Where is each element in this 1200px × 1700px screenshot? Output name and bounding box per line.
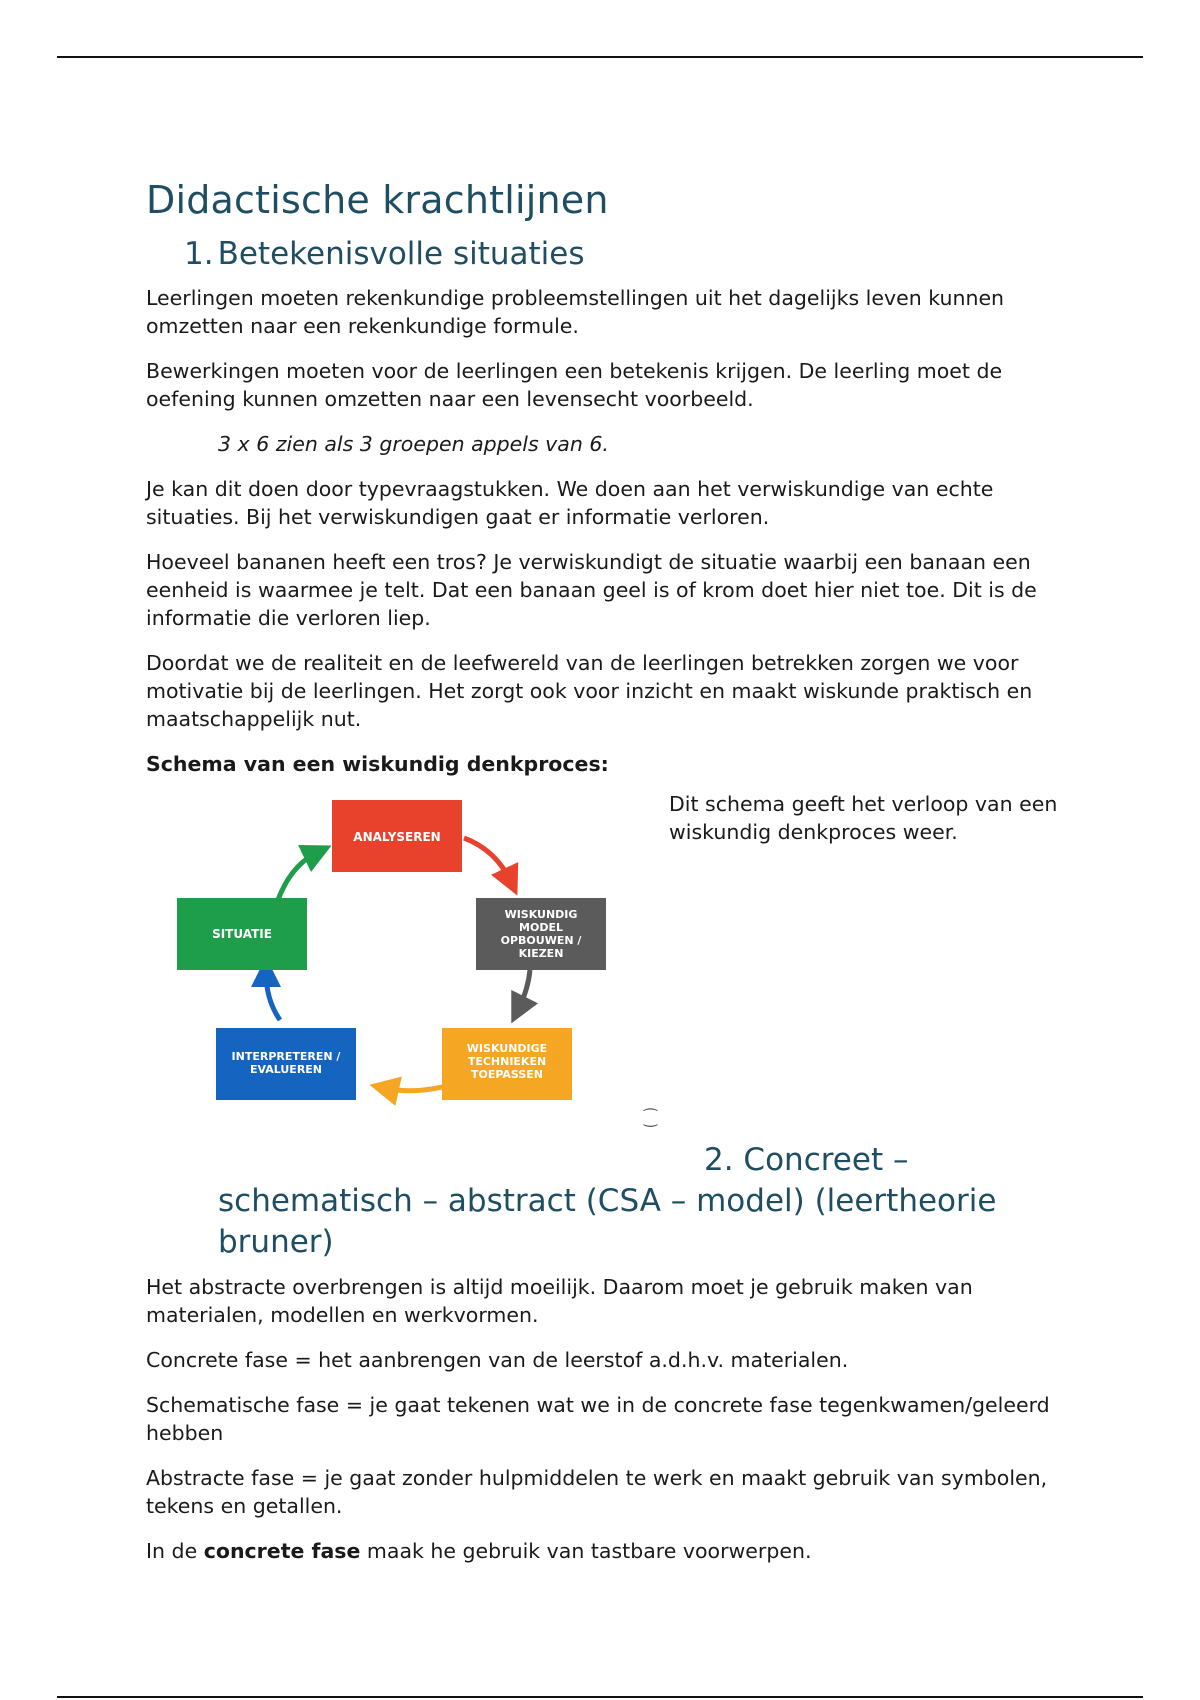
text-cursor-icon: ⁐: [644, 1108, 657, 1127]
section-2-title-line-3: bruner): [218, 1224, 334, 1260]
text-run: In de: [146, 1539, 204, 1563]
paragraph: [146, 1537, 1066, 1565]
top-rule: [57, 56, 1143, 58]
label-model-4: KIEZEN: [518, 947, 564, 960]
label-technieken-3: TOEPASSEN: [470, 1068, 544, 1081]
section-2-title-line-1: 2. Concreet –: [704, 1142, 909, 1178]
bold-term: concrete fase: [203, 1539, 361, 1563]
label-interpreteren-1: INTERPRETEREN /: [231, 1050, 341, 1063]
schema-label: Schema van een wiskundig denkproces:: [146, 752, 609, 776]
section-2-heading: [218, 1140, 1066, 1263]
schema-caption: Dit schema geeft het verloop van een wiskundig denkproces weer.: [669, 792, 1058, 844]
document-body: [146, 178, 1066, 1582]
arrow-situatie-to-analyseren: [278, 852, 318, 900]
paragraph: Je kan dit doen door typevraagstukken. We doen aan het verwiskundige van echte situaties. Bij het verwiskundigen gaat er informatie verloren.: [146, 477, 994, 529]
example-text: 3 x 6 zien als 3 groepen appels van 6.: [218, 432, 609, 456]
paragraph: Bewerkingen moeten voor de leerlingen een betekenis krijgen. De leerling moet de oefening kunnen omzetten naar een levensecht voorbeeld.: [146, 359, 1003, 411]
label-technieken-2: TECHNIEKEN: [467, 1055, 547, 1068]
paragraph: Schematische fase = je gaat tekenen wat we in de concrete fase tegenkwamen/geleerd hebben: [146, 1393, 1050, 1445]
paragraph: Hoeveel bananen heeft een tros? Je verwiskundigt de situatie waarbij een banaan een eenheid is waarmee je telt. Dat een banaan geel is of krom doet hier niet toe. Dit is de informatie die verloren liep.: [146, 550, 1037, 630]
label-technieken-1: WISKUNDIGE: [466, 1042, 548, 1055]
label-model-1: WISKUNDIG: [504, 908, 578, 921]
arrow-interpreteren-to-situatie: [266, 972, 280, 1020]
bottom-rule: [57, 1696, 1143, 1698]
paragraph: Concrete fase = het aanbrengen van de leerstof a.d.h.v. materialen.: [146, 1348, 849, 1372]
label-interpreteren-2: EVALUEREN: [249, 1063, 323, 1076]
page-title: Didactische krachtlijnen: [146, 178, 609, 222]
section-1-number: 1.: [184, 236, 214, 272]
text-run: maak he gebruik van tastbare voorwerpen.: [360, 1539, 812, 1563]
paragraph: Leerlingen moeten rekenkundige probleemstellingen uit het dagelijks leven kunnen omzetten naar een rekenkundige formule.: [146, 286, 1005, 338]
label-situatie: SITUATIE: [212, 927, 272, 941]
paragraph: Het abstracte overbrengen is altijd moeilijk. Daarom moet je gebruik maken van materialen, modellen en werkvormen.: [146, 1275, 973, 1327]
section-1-title: Betekenisvolle situaties: [217, 236, 585, 272]
schema-block: [146, 790, 1066, 1140]
section-2-title-line-2: schematisch – abstract (CSA – model) (leertheorie: [218, 1183, 997, 1219]
paragraph: Abstracte fase = je gaat zonder hulpmiddelen te werk en maakt gebruik van symbolen, tekens en getallen.: [146, 1466, 1048, 1518]
arrow-analyseren-to-model: [464, 838, 511, 882]
label-model-3: OPBOUWEN /: [500, 934, 582, 947]
label-analyseren: ANALYSEREN: [353, 830, 441, 844]
arrow-model-to-technieken: [518, 970, 530, 1010]
thinking-process-diagram: [166, 790, 626, 1120]
paragraph: Doordat we de realiteit en de leefwereld van de leerlingen betrekken zorgen we voor motivatie bij de leerlingen. Het zorgt ook voor inzicht en maakt wiskunde praktisch en maatschappelijk nut.: [146, 651, 1033, 731]
section-1-heading: [184, 236, 1066, 272]
label-model-2: MODEL: [519, 921, 563, 934]
